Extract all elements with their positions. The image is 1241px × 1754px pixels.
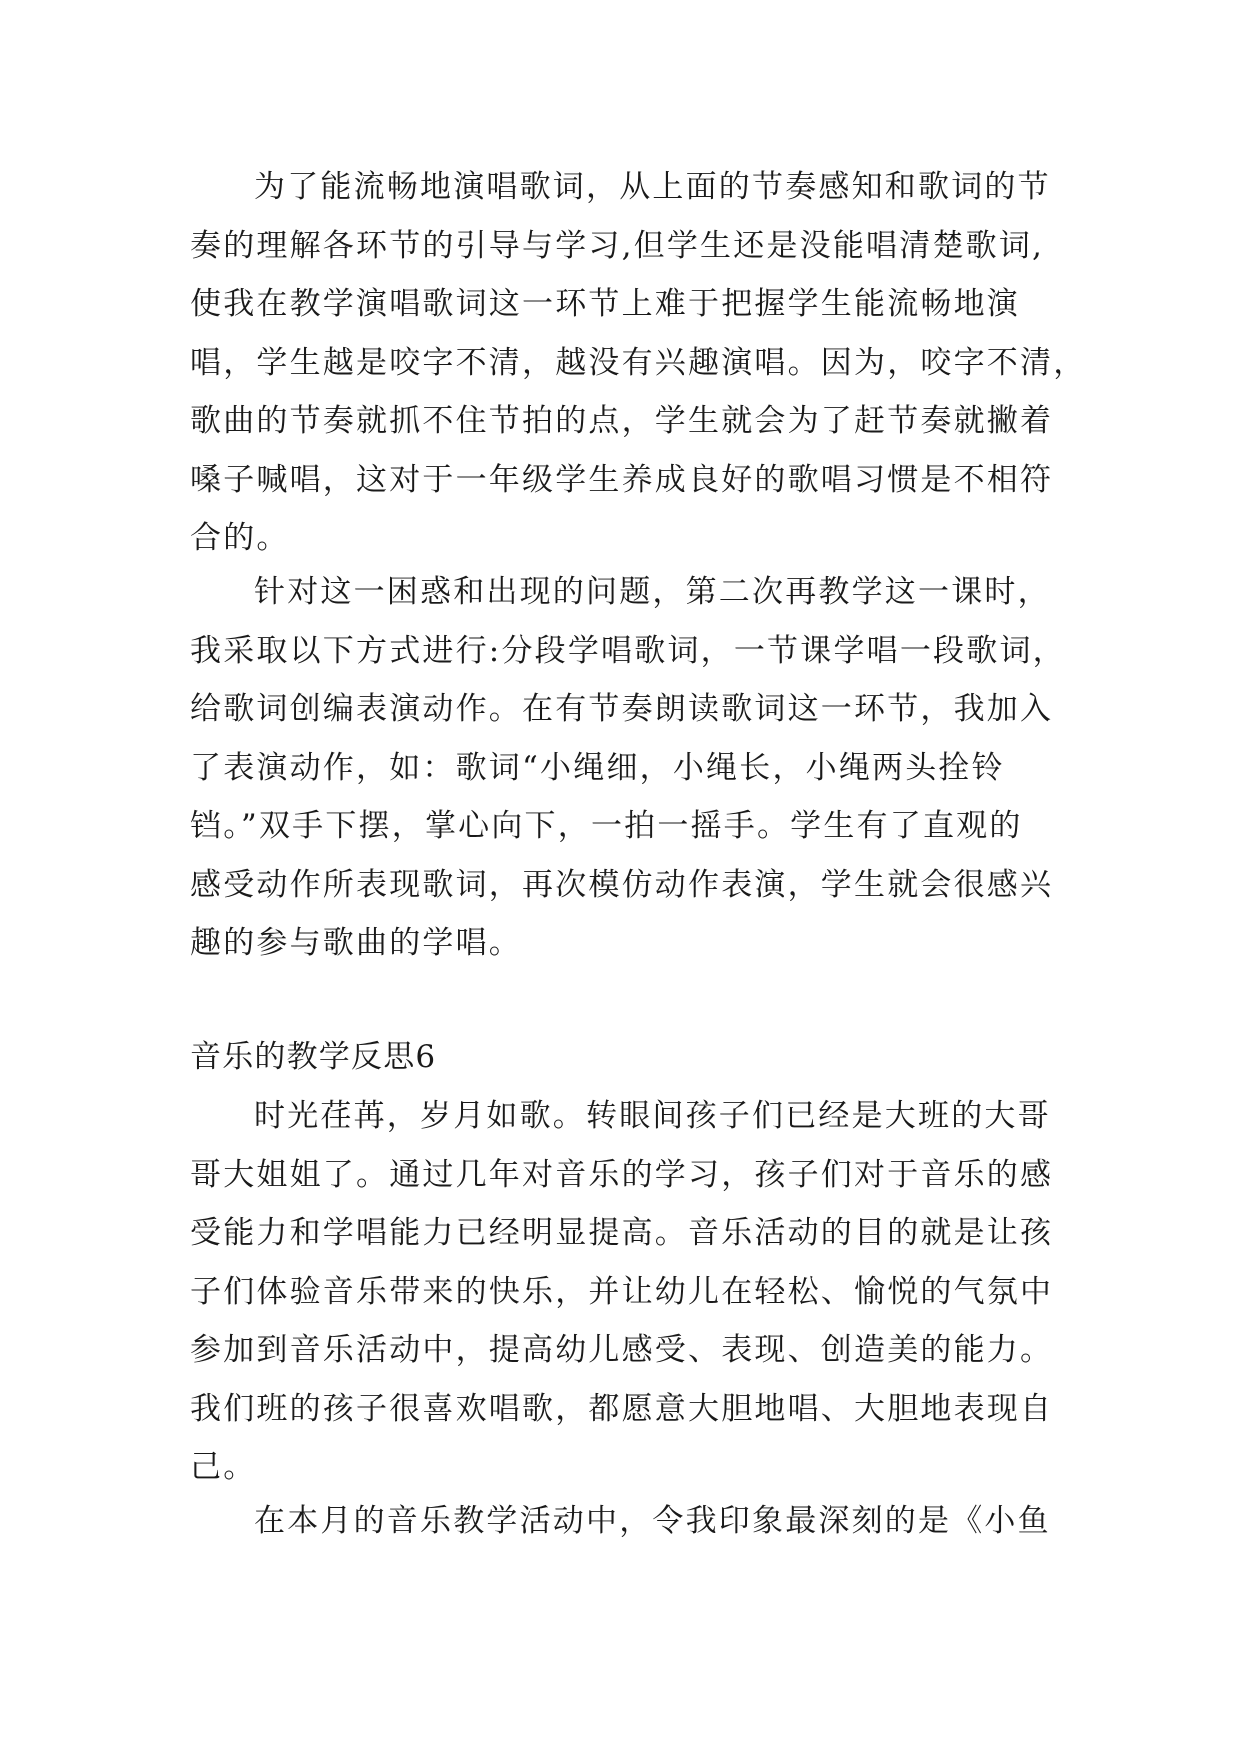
text-line: 使我在教学演唱歌词这一环节上难于把握学生能流畅地演 — [190, 286, 1020, 322]
text-line: 感受动作所表现歌词，再次模仿动作表演，学生就会很感兴 — [190, 866, 1054, 903]
text-line: 趣的参与歌曲的学唱。 — [190, 925, 522, 961]
text-line: 嗓子喊唱，这对于一年级学生养成良好的歌唱习惯是不相符 — [190, 461, 1054, 498]
text-line: 时光荏苒，岁月如歌。转眼间孩子们已经是大班的大哥 — [254, 1098, 1051, 1134]
text-line: 合的。 — [190, 520, 290, 556]
paragraph — [190, 1087, 1090, 1497]
text-line: 受能力和学唱能力已经明显提高。音乐活动的目的就是让孩 — [190, 1215, 1054, 1251]
text-line: 唱，学生越是咬字不清，越没有兴趣演唱。因为，咬字不清， — [190, 344, 1087, 381]
text-line: 了表演动作，如：歌词“小绳细，小绳长，小绳两头拴铃 — [190, 749, 1005, 786]
text-line: 歌曲的节奏就抓不住节拍的点，学生就会为了赶节奏就撇着 — [190, 403, 1054, 439]
text-line: 子们体验音乐带来的快乐，并让幼儿在轻松、愉悦的气氛中 — [190, 1273, 1054, 1310]
text-line: 在本月的音乐教学活动中，令我印象最深刻的是《小鱼 — [254, 1503, 1051, 1539]
section-heading: 音乐的教学反思6 — [190, 1039, 437, 1075]
text-line: 我采取以下方式进行:分段学唱歌词，一节课学唱一段歌词， — [190, 632, 1066, 669]
text-line: 铛。”双手下摆，掌心向下，一拍一摇手。学生有了直观的 — [190, 808, 1023, 844]
text-line: 己。 — [190, 1449, 257, 1485]
paragraph — [190, 158, 1090, 568]
section-heading-block — [190, 1028, 1090, 1087]
text-line: 奏的理解各环节的引导与学习,但学生还是没能唱清楚歌词, — [190, 227, 1045, 264]
text-line: 参加到音乐活动中，提高幼儿感受、表现、创造美的能力。 — [190, 1332, 1054, 1368]
paragraph — [190, 1492, 1090, 1551]
text-line: 为了能流畅地演唱歌词，从上面的节奏感知和歌词的节 — [254, 169, 1051, 205]
text-line: 针对这一困惑和出现的问题，第二次再教学这一课时， — [254, 574, 1051, 610]
text-line: 哥大姐姐了。通过几年对音乐的学习，孩子们对于音乐的感 — [190, 1156, 1054, 1193]
text-line: 我们班的孩子很喜欢唱歌，都愿意大胆地唱、大胆地表现自 — [190, 1390, 1054, 1427]
text-line: 给歌词创编表演动作。在有节奏朗读歌词这一环节，我加入 — [190, 691, 1054, 727]
paragraph — [190, 563, 1090, 973]
